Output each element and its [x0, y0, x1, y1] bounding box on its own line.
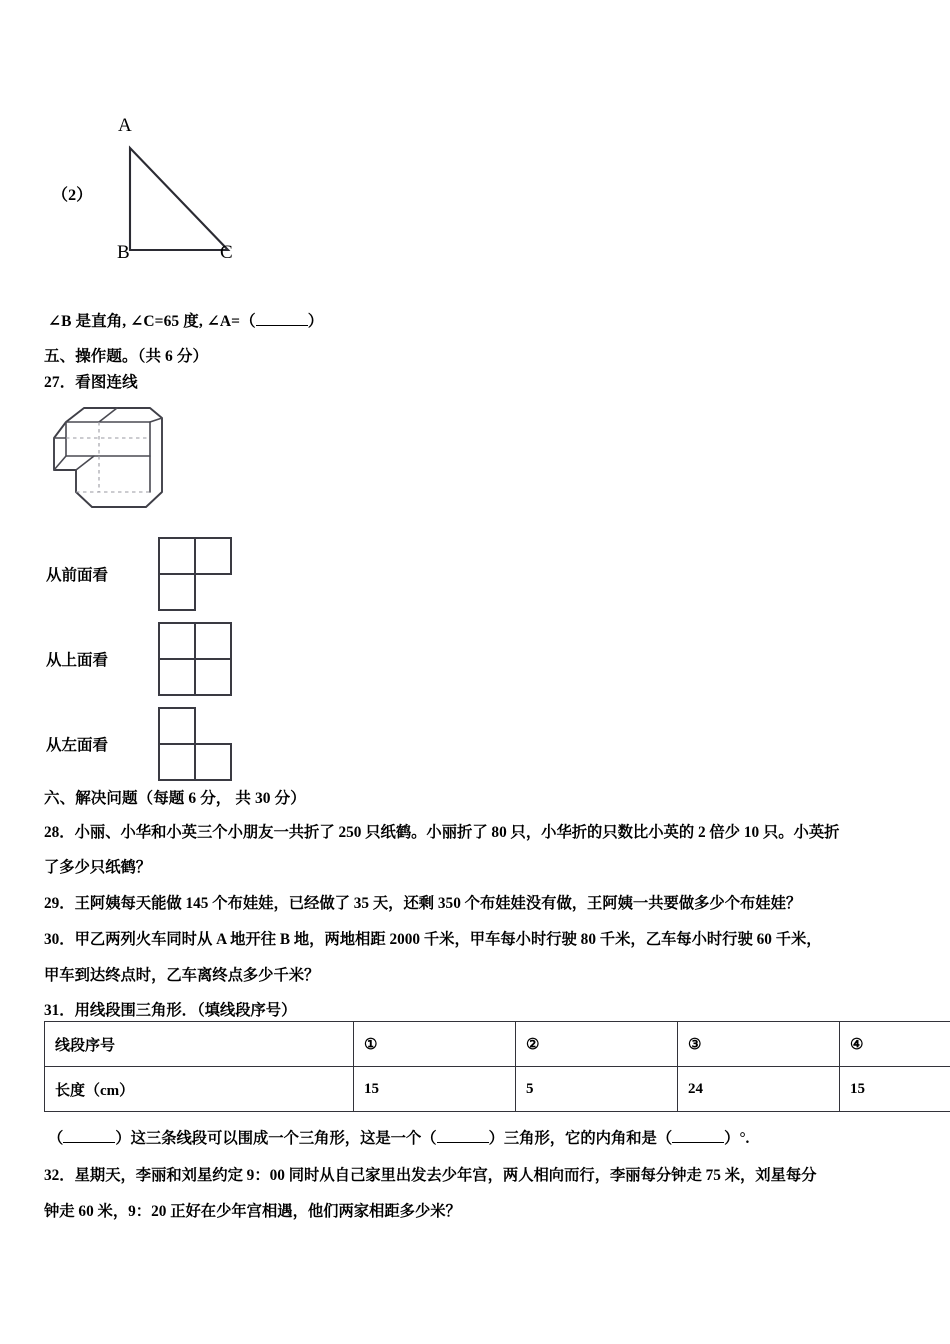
stepped-solid-figure	[46, 404, 176, 529]
question-29-line-1: 29．王阿姨每天能做 145 个布娃娃，已经做了 35 天，还剩 350 个布娃娃没有做，王阿姨一共要做多少个布娃娃？	[44, 895, 802, 912]
top-view-cell	[194, 622, 232, 660]
front-view-cell	[158, 537, 196, 575]
front-view-cell	[158, 573, 196, 611]
table-cell-length: 24	[678, 1067, 840, 1112]
front-view-shape	[158, 537, 238, 617]
question-32-line-1: 32．星期天，李丽和刘星约定 9：00 同时从自己家里出发去少年宫，两人相向而行，李丽每分钟走 75 米，刘星每分	[44, 1167, 817, 1184]
angle-statement-close: ）	[307, 313, 324, 330]
table-row	[45, 1022, 950, 1067]
table-cell-segment-number: ③	[678, 1022, 840, 1067]
section-six-title: 六、解决问题（每题 6 分， 共 30 分）	[44, 790, 306, 807]
table-row	[45, 1067, 950, 1112]
triangle-vertex-c: C	[220, 242, 233, 263]
table-header-length: 长度（cm）	[45, 1067, 354, 1112]
front-view-label: 从前面看	[46, 567, 109, 584]
table-header-segment-number: 线段序号	[45, 1022, 354, 1067]
question-28-line-1: 28．小丽、小华和小英三个小朋友一共折了 250 只纸鹤。小丽折了 80 只，小华折的只数比小英的 2 倍少 10 只。小英折	[44, 824, 840, 841]
triangle-vertex-b: B	[117, 242, 130, 263]
table-cell-length: 5	[516, 1067, 678, 1112]
q31-text-3: ）°.	[724, 1130, 750, 1147]
question-32-line-2: 钟走 60 米，9：20 正好在少年宫相遇，他们两家相距多少米？	[44, 1203, 461, 1220]
table-cell-segment-number: ④	[840, 1022, 950, 1067]
q31-blank-2[interactable]	[437, 1127, 489, 1143]
problem-2-label: （2）	[52, 187, 93, 204]
segment-length-table	[44, 1021, 950, 1112]
top-view-shape	[158, 622, 238, 702]
q31-blank-3[interactable]	[672, 1127, 724, 1143]
problem-2-angle-statement	[48, 310, 323, 333]
left-view-cell	[158, 743, 196, 781]
q31-text-2: ）三角形，它的内角和是（	[488, 1130, 673, 1147]
question-30-line-1: 30．甲乙两列火车同时从 A 地开往 B 地，两地相距 2000 千米，甲车每小时行驶 80 千米，乙车每小时行驶 60 千米，	[44, 931, 822, 948]
stepped-solid-svg	[46, 404, 176, 529]
table-cell-segment-number: ②	[516, 1022, 678, 1067]
top-view-cell	[158, 658, 196, 696]
q31-text-1: ）这三条线段可以围成一个三角形，这是一个（	[115, 1130, 437, 1147]
left-view-shape	[158, 707, 238, 787]
q31-blank-1[interactable]	[63, 1127, 115, 1143]
question-31-answer-line	[48, 1126, 749, 1148]
left-view-label: 从左面看	[46, 737, 109, 754]
question-31-prompt: 31．用线段围三角形．（填线段序号）	[44, 1002, 297, 1019]
angle-a-blank[interactable]	[256, 310, 308, 326]
question-28-line-2: 了多少只纸鹤？	[44, 859, 152, 876]
q31-open-paren: （	[48, 1130, 64, 1147]
top-view-cell	[158, 622, 196, 660]
left-view-cell	[194, 743, 232, 781]
angle-statement-text: ∠B 是直角, ∠C=65 度, ∠A=（	[48, 313, 256, 330]
top-view-cell	[194, 658, 232, 696]
question-27-prompt: 27．看图连线	[44, 374, 138, 391]
top-view-label: 从上面看	[46, 652, 109, 669]
question-30-line-2: 甲车到达终点时，乙车离终点多少千米？	[44, 967, 320, 984]
left-view-cell	[158, 707, 196, 745]
table-cell-length: 15	[354, 1067, 516, 1112]
front-view-cell	[194, 537, 232, 575]
section-five-title: 五、操作题。（共 6 分）	[44, 348, 209, 365]
table-cell-length: 15	[840, 1067, 950, 1112]
table-cell-segment-number: ①	[354, 1022, 516, 1067]
triangle-vertex-a: A	[118, 115, 132, 136]
triangle-figure	[100, 110, 260, 270]
